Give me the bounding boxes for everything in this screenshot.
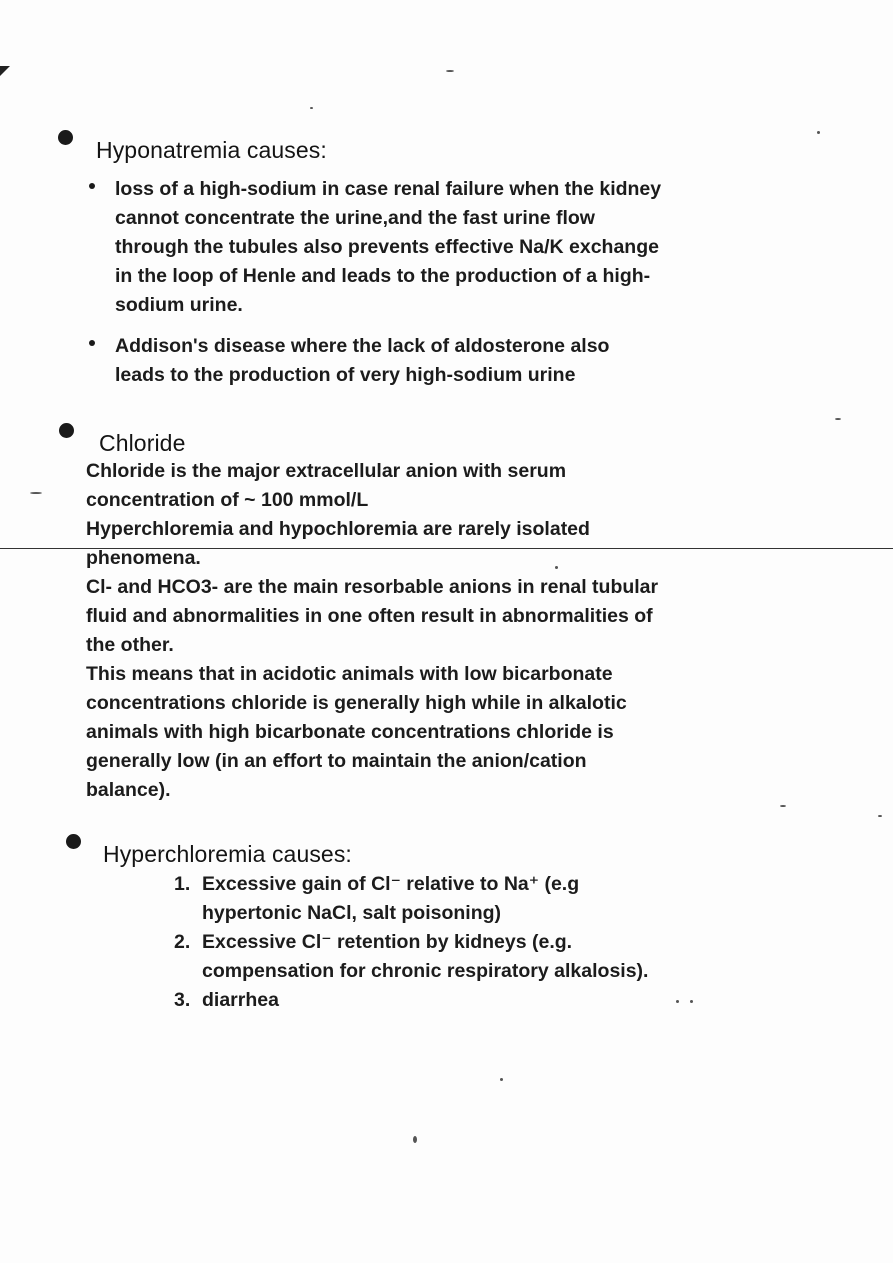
text-line: Excessive gain of Cl⁻ relative to Na⁺ (e.g: [202, 873, 580, 895]
scan-speck: [555, 566, 558, 569]
text-line: in the loop of Henle and leads to the production of a high-: [115, 265, 651, 287]
scan-speck: [413, 1136, 417, 1143]
text-line: diarrhea: [202, 989, 279, 1011]
chloride-heading: Chloride: [99, 430, 186, 456]
hyponatremia-cause-2: [115, 332, 609, 390]
list-item: [174, 870, 648, 928]
text-line: This means that in acidotic animals with low bicarbonate: [86, 663, 613, 685]
text-line: Excessive Cl⁻ retention by kidneys (e.g.: [202, 931, 573, 953]
scan-speck: [780, 805, 786, 807]
text-line: sodium urine.: [115, 294, 243, 316]
scan-speck: [835, 418, 841, 420]
scan-speck: [310, 107, 313, 109]
hyponatremia-cause-1: [115, 175, 661, 320]
section-bullet: [58, 130, 73, 145]
scan-speck: [446, 70, 454, 72]
text-line: phenomena.: [86, 547, 201, 569]
hyponatremia-heading: Hyponatremia causes:: [96, 137, 327, 163]
list-item-number: 3.: [174, 989, 191, 1011]
scan-speck: [500, 1078, 503, 1081]
text-line: leads to the production of very high-sodium urine: [115, 364, 576, 386]
text-line: loss of a high-sodium in case renal failure when the kidney: [115, 178, 662, 200]
text-line: through the tubules also prevents effective Na/K exchange: [115, 236, 659, 258]
hyperchloremia-heading: Hyperchloremia causes:: [103, 841, 352, 867]
text-line: cannot concentrate the urine,and the fast urine flow: [115, 207, 595, 229]
text-line: fluid and abnormalities in one often result in abnormalities of: [86, 605, 653, 627]
scan-crease-line: [0, 548, 893, 549]
scan-speck: [30, 492, 42, 494]
scan-speck: [690, 1000, 693, 1003]
list-bullet: [89, 340, 95, 346]
scan-speck: [817, 131, 820, 134]
text-line: hypertonic NaCl, salt poisoning): [202, 902, 502, 924]
list-item: [174, 928, 648, 986]
list-item-number: 1.: [174, 873, 191, 895]
section-bullet: [59, 423, 74, 438]
text-line: Hyperchloremia and hypochloremia are rarely isolated: [86, 518, 590, 540]
scan-speck: [878, 815, 882, 817]
scan-speck: [676, 1000, 679, 1003]
section-bullet: [66, 834, 81, 849]
text-line: balance).: [86, 779, 171, 801]
text-line: the other.: [86, 634, 174, 656]
text-line: animals with high bicarbonate concentrations chloride is: [86, 721, 614, 743]
text-line: Chloride is the major extracellular anion with serum: [86, 460, 567, 482]
text-line: compensation for chronic respiratory alkalosis).: [202, 960, 649, 982]
corner-mark: [0, 66, 10, 76]
list-item-number: 2.: [174, 931, 191, 953]
chloride-body: [86, 457, 658, 805]
text-line: concentration of ~ 100 mmol/L: [86, 489, 369, 511]
list-bullet: [89, 183, 95, 189]
text-line: generally low (in an effort to maintain the anion/cation: [86, 750, 587, 772]
list-item: [174, 986, 648, 1015]
text-line: Addison's disease where the lack of aldosterone also: [115, 335, 610, 357]
hyperchloremia-causes-list: [174, 870, 648, 1015]
text-line: concentrations chloride is generally high while in alkalotic: [86, 692, 627, 714]
text-line: Cl- and HCO3- are the main resorbable anions in renal tubular: [86, 576, 659, 598]
